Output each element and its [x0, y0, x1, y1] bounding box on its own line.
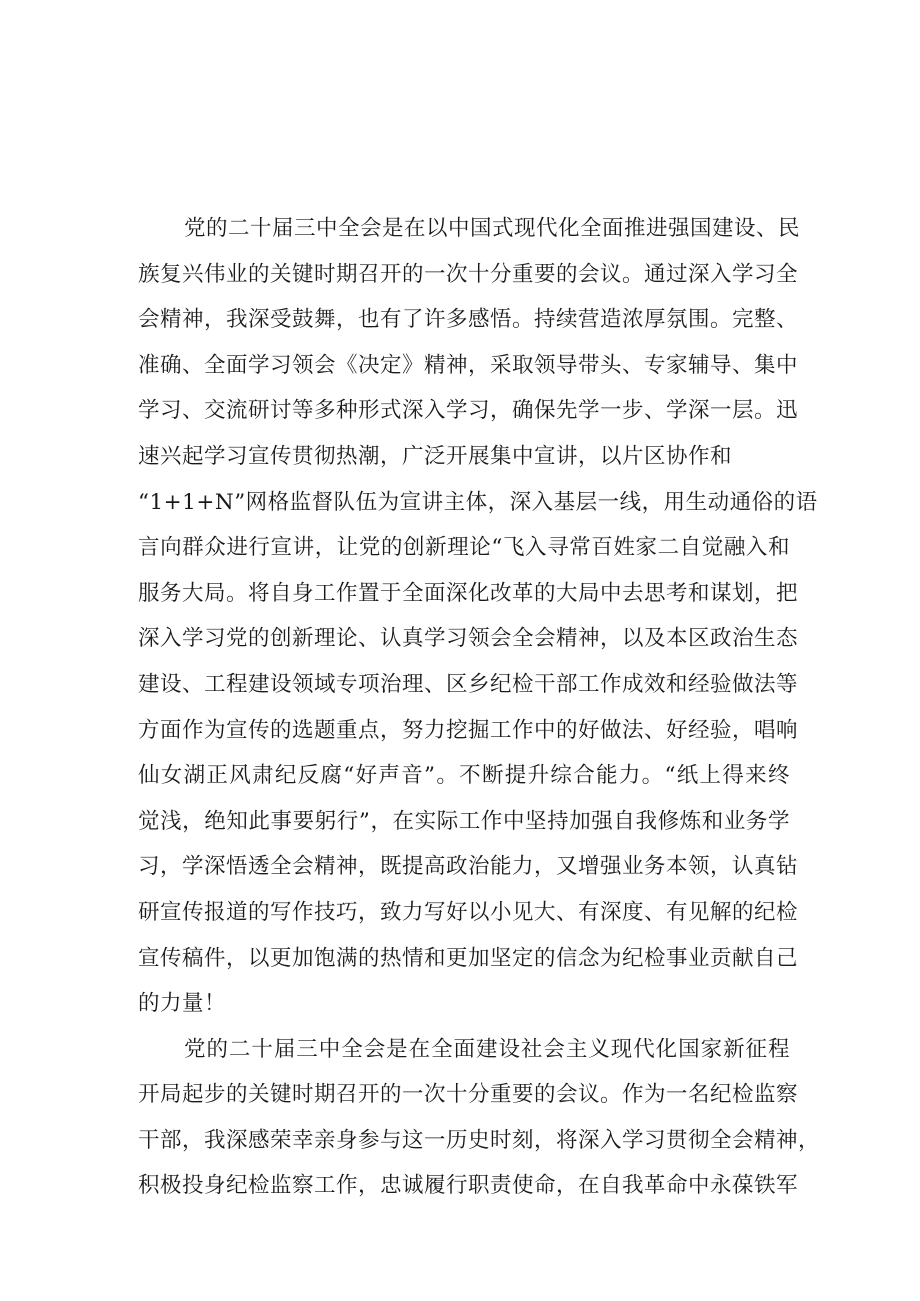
text-line: 研宣传报道的写作技巧，致力写好以小见大、有深度、有见解的纪检 [138, 899, 799, 925]
text-line: 仙女湖正风肃纪反腐“好声音”。不断提升综合能力。“纸上得来终 [138, 763, 790, 789]
text-line: 学习、交流研讨等多种形式深入学习，确保先学一步、学深一层。迅 [138, 398, 799, 424]
text-line: 会精神，我深受鼓舞，也有了许多感悟。持续营造浓厚氛围。完整、 [138, 307, 799, 333]
text-line: 深入学习党的创新理论、认真学习领会全会精神，以及本区政治生态 [138, 626, 799, 652]
paragraph-1 [138, 206, 818, 1027]
text-line: 方面作为宣传的选题重点，努力挖掘工作中的好做法、好经验，唱响 [138, 717, 799, 743]
text-line: 习，学深悟透全会精神，既提高政治能力，又增强业务本领，认真钻 [138, 854, 799, 880]
paragraph-2 [138, 1027, 821, 1209]
text-line: 宣传稿件，以更加饱满的热情和更加坚定的信念为纪检事业贡献自己 [138, 945, 799, 971]
text-line: 积极投身纪检监察工作，忠诚履行职责使命，在自我革命中永葆铁军 [138, 1173, 799, 1199]
document-body [138, 206, 821, 1209]
text-line: 党的二十届三中全会是在以中国式现代化全面推进强国建设、民 [184, 216, 801, 241]
text-line: 建设、工程建设领域专项治理、区乡纪检干部工作成效和经验做法等 [138, 671, 799, 697]
text-line: “1+1+N”网格监督队伍为宣讲主体，深入基层一线，用生动通俗的语 [138, 489, 818, 515]
text-line: 速兴起学习宣传贯彻热潮，广泛开展集中宣讲，以片区协作和 [138, 443, 733, 469]
text-line: 族复兴伟业的关键时期召开的一次十分重要的会议。通过深入学习全 [138, 261, 799, 287]
text-line: 服务大局。将自身工作置于全面深化改革的大局中去思考和谋划，把 [138, 580, 799, 606]
text-line: 准确、全面学习领会《决定》精神，采取领导带头、专家辅导、集中 [138, 352, 799, 378]
text-line: 言向群众进行宣讲，让党的创新理论“飞入寻常百姓家二自觉融入和 [138, 535, 790, 561]
text-line: 的力量！ [138, 991, 227, 1017]
text-line: 开局起步的关键时期召开的一次十分重要的会议。作为一名纪检监察 [138, 1082, 799, 1108]
text-line: 觉浅，绝知此事要躬行”，在实际工作中坚持加强自我修炼和业务学 [138, 808, 790, 834]
text-line: 党的二十届三中全会是在全面建设社会主义现代化国家新征程 [184, 1036, 790, 1062]
text-line: 干部，我深感荣幸亲身参与这一历史时刻，将深入学习贯彻全会精神， [138, 1127, 821, 1153]
